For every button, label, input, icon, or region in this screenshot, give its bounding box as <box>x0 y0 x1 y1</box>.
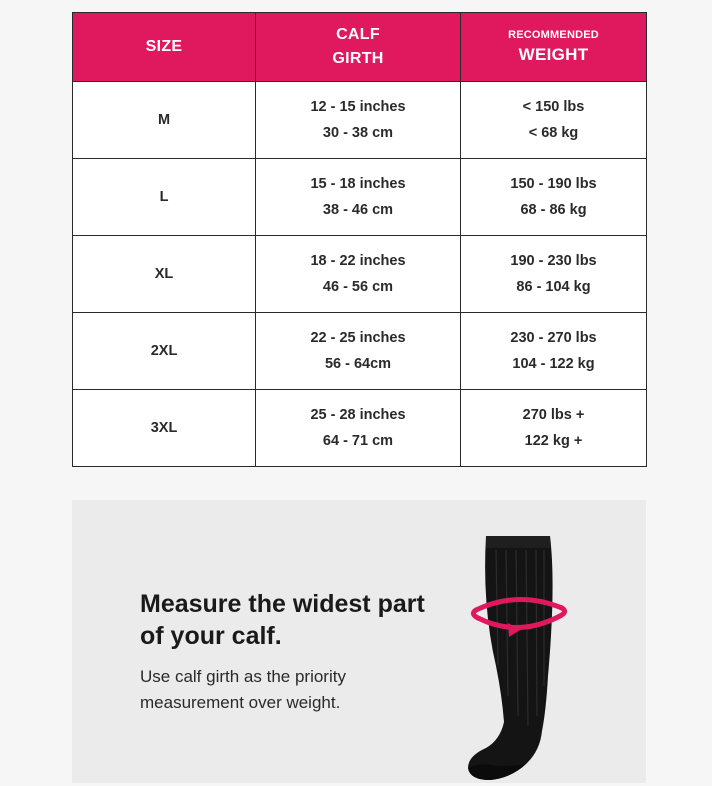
table-row <box>73 313 647 390</box>
girth-cell <box>256 390 461 467</box>
weight-kg: < 68 kg <box>528 125 579 141</box>
header-weight-small: RECOMMENDED <box>508 29 599 41</box>
girth-cell <box>256 313 461 390</box>
weight-lbs: 270 lbs + <box>522 407 585 423</box>
weight-cell <box>461 159 647 236</box>
weight-cell <box>461 236 647 313</box>
girth-cell <box>256 159 461 236</box>
table-header-row <box>73 13 647 82</box>
sock-shape <box>468 536 553 780</box>
table-row <box>73 82 647 159</box>
size-cell: 3XL <box>73 390 256 467</box>
measure-instructions-panel <box>72 500 646 783</box>
header-size: SIZE <box>73 13 256 82</box>
weight-cell <box>461 82 647 159</box>
girth-cm: 64 - 71 cm <box>322 433 394 449</box>
girth-inches: 18 - 22 inches <box>310 253 406 269</box>
girth-cell <box>256 236 461 313</box>
header-calf-line2: GIRTH <box>332 50 384 67</box>
table-row <box>73 390 647 467</box>
header-recommended-weight <box>461 13 647 82</box>
girth-cm: 38 - 46 cm <box>322 202 394 218</box>
table-row <box>73 236 647 313</box>
table-row <box>73 159 647 236</box>
girth-cm: 46 - 56 cm <box>322 279 394 295</box>
girth-cm: 56 - 64cm <box>324 356 392 372</box>
measure-title: Measure the widest part of your calf. <box>140 590 425 650</box>
header-calf-line1: CALF <box>336 26 380 43</box>
weight-kg: 104 - 122 kg <box>512 356 595 372</box>
weight-lbs: 190 - 230 lbs <box>510 253 597 269</box>
girth-cell <box>256 82 461 159</box>
size-cell: XL <box>73 236 256 313</box>
girth-inches: 15 - 18 inches <box>310 176 406 192</box>
weight-cell <box>461 390 647 467</box>
measure-description: Use calf girth as the priority measurement over weight. <box>140 667 346 712</box>
weight-lbs: 150 - 190 lbs <box>510 176 597 192</box>
size-chart-table <box>72 12 647 467</box>
girth-cm: 30 - 38 cm <box>322 125 394 141</box>
girth-inches: 25 - 28 inches <box>310 407 406 423</box>
size-cell: M <box>73 82 256 159</box>
weight-kg: 86 - 104 kg <box>516 279 591 295</box>
sock-with-measurement-arrow-icon <box>456 526 586 786</box>
weight-kg: 68 - 86 kg <box>520 202 587 218</box>
sock-cuff <box>486 536 550 548</box>
girth-inches: 12 - 15 inches <box>310 99 406 115</box>
weight-kg: 122 kg + <box>524 433 583 449</box>
girth-inches: 22 - 25 inches <box>310 330 406 346</box>
size-cell: L <box>73 159 256 236</box>
weight-cell <box>461 313 647 390</box>
header-calf-girth <box>256 13 461 82</box>
weight-lbs: 230 - 270 lbs <box>510 330 597 346</box>
weight-lbs: < 150 lbs <box>522 99 585 115</box>
header-weight-big: WEIGHT <box>518 45 589 64</box>
size-cell: 2XL <box>73 313 256 390</box>
